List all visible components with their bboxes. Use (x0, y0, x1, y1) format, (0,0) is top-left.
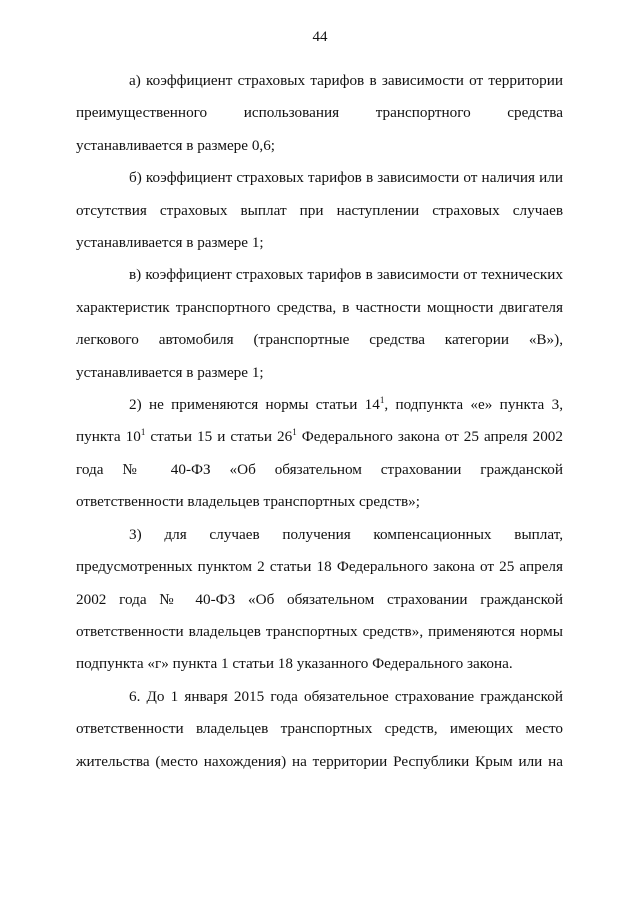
superscript: 1 (379, 395, 385, 406)
text-fragment: Федерального закона от 25 апреля 2002 (296, 428, 563, 446)
text-line: ответственности владельцев транспортных средств»; (76, 493, 420, 511)
text-line (76, 389, 563, 421)
superscript: 1 (292, 427, 297, 438)
text-line: предусмотренных пунктом 2 статьи 18 Федерального закона от 25 апреля (76, 558, 563, 576)
text-line: отсутствия страховых выплат при наступлении страховых случаев (76, 201, 563, 219)
document-body (76, 65, 563, 778)
page-number: 44 (312, 29, 328, 45)
superscript: 1 (140, 427, 146, 438)
paragraph-a (76, 65, 563, 162)
text-line: легкового автомобиля (транспортные средства категории «В»), (76, 331, 563, 349)
text-line: а) коэффициент страховых тарифов в зависимости от территории (129, 72, 563, 89)
text-line: преимущественного использования транспортного средства (76, 104, 563, 122)
text-line: ответственности владельцев транспортных средств, имеющих место (76, 720, 563, 738)
paragraph-3 (76, 519, 563, 681)
text-fragment: пункта 10 (76, 428, 141, 446)
text-fragment: , подпункта «е» пункта 3, (384, 396, 563, 414)
text-line: года № 40-ФЗ «Об обязательном страховании гражданской (76, 460, 563, 478)
text-line: характеристик транспортного средства, в частности мощности двигателя (76, 298, 563, 316)
paragraph-2 (76, 389, 563, 519)
text-fragment: 2) не применяются нормы статьи 14 (129, 396, 380, 414)
text-line: устанавливается в размере 1; (76, 363, 264, 381)
text-line: жительства (место нахождения) на территории Республики Крым или на (76, 752, 563, 770)
paragraph-v (76, 259, 563, 389)
text-line: в) коэффициент страховых тарифов в зависимости от технических (129, 266, 563, 284)
paragraph-b (76, 162, 563, 259)
text-line: 3) для случаев получения компенсационных выплат, (129, 525, 563, 543)
text-line: б) коэффициент страховых тарифов в зависимости от наличия или (129, 169, 563, 187)
text-line: устанавливается в размере 0,6; (76, 136, 276, 154)
text-line: 2002 года № 40-ФЗ «Об обязательном страховании гражданской (76, 590, 563, 608)
text-fragment: статьи 15 и статьи 26 (145, 428, 293, 446)
text-line: устанавливается в размере 1; (76, 234, 264, 252)
text-line: ответственности владельцев транспортных средств», применяются нормы (76, 622, 563, 640)
text-line: 6. До 1 января 2015 года обязательное страхование гражданской (129, 687, 563, 705)
text-line (76, 421, 563, 453)
paragraph-6 (76, 681, 563, 778)
text-line: подпункта «г» пункта 1 статьи 18 указанного Федерального закона. (76, 655, 513, 673)
